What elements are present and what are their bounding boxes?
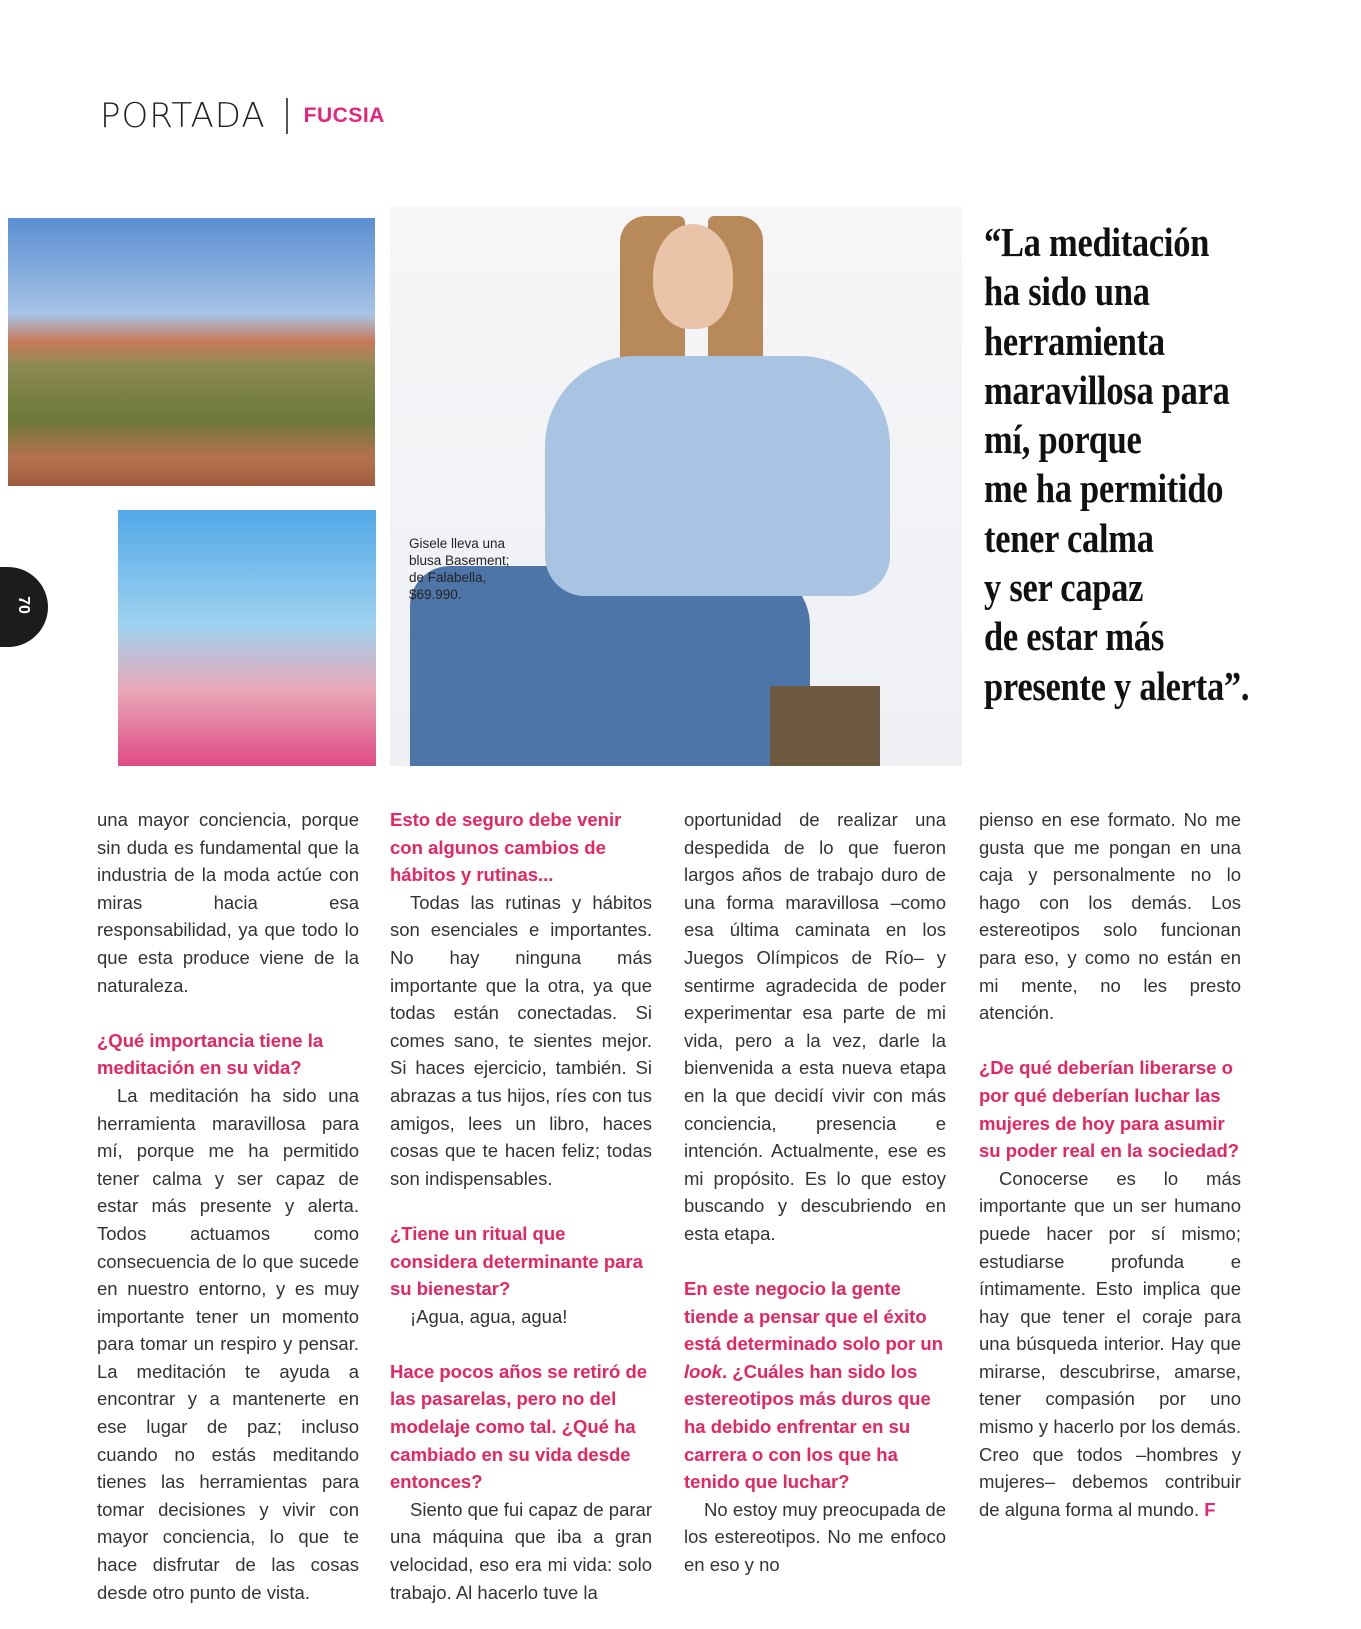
brand-label: FUCSIA bbox=[303, 104, 385, 127]
header-divider bbox=[286, 98, 288, 134]
answer: Conocerse es lo más importante que un ser humano puede hacer por sí mismo; estudiarse profunda e íntimamente. Esto implica que hay que tener el coraje para una búsqueda interior. Hay que mirarse, descubrirse, amarse, tener compasión por uno mismo y hacerlo por los demás. Creo que todos –hombres y mujeres– debemos contribuir de alguna forma al mundo. F bbox=[979, 1167, 1241, 1520]
question: ¿De qué deberían liberarse o por qué deberían luchar las mujeres de hoy para asumir su poder real en la sociedad? bbox=[979, 1057, 1240, 1162]
column-2 bbox=[390, 806, 652, 1606]
column-4 bbox=[979, 806, 1241, 1523]
question: ¿Tiene un ritual que considera determinante para su bienestar? bbox=[390, 1222, 643, 1300]
paragraph: una mayor conciencia, porque sin duda es fundamental que la industria de la moda actúe con miras hacia esa responsabilidad, ya que todo lo que esta produce viene de la naturaleza. bbox=[97, 809, 359, 996]
question: ¿Qué importancia tiene la meditación en su vida? bbox=[97, 1029, 324, 1079]
question: Esto de seguro debe venir con algunos cambios de hábitos y rutinas... bbox=[390, 809, 622, 886]
section-label: PORTADA bbox=[100, 96, 266, 136]
answer: Todas las rutinas y hábitos son esenciales e importantes. No hay ninguna más importante que la otra, ya que todas están conectadas. Si comes sano, te sientes mejor. Si haces ejercicio, también. Si abrazas a tus hijos, ríes con tus amigos, lees un libro, haces cosas que te hacen feliz; todas son indispensables. bbox=[390, 891, 652, 1189]
question: En este negocio la gente tiende a pensar que el éxito está determinado solo por un look. ¿Cuáles han sido los estereotipos más duros que ha debido enfrentar en su carrera o con los que ha tenido que luchar? bbox=[684, 1278, 944, 1493]
main-photo bbox=[390, 206, 962, 766]
column-1 bbox=[97, 806, 359, 1606]
answer: Siento que fui capaz de parar una máquina que iba a gran velocidad, eso era mi vida: solo trabajo. Al hacerlo tuve la bbox=[390, 1498, 652, 1603]
question: Hace pocos años se retiró de las pasarelas, pero no del modelaje como tal. ¿Qué ha cambiado en su vida desde entonces? bbox=[390, 1360, 648, 1493]
paragraph: pienso en ese formato. No me gusta que me pongan en una caja y personalmente no lo hago con los demás. Los estereotipos solo funcionan para eso, y como no están en mi mente, no les presto atención. bbox=[979, 809, 1241, 1024]
yoga-photo bbox=[8, 218, 375, 486]
paragraph: oportunidad de realizar una despedida de lo que fueron largos años de trabajo duro de una forma maravillosa –como esa última caminata en los Juegos Olímpicos de Río– y sentirme agradecida de poder experimentar esa parte de mi vida, pero a la vez, darle la bienvenida a esta nueva etapa en la que decidí vivir con más conciencia, presencia e intención. Actualmente, ese es mi propósito. Es lo que estoy buscando y descubriendo en esta etapa. bbox=[684, 809, 946, 1244]
page-header bbox=[100, 96, 385, 136]
column-3 bbox=[684, 806, 946, 1579]
photo-caption: Gisele lleva una blusa Basement; de Falabella, $69.990. bbox=[409, 536, 510, 602]
portrait-photo bbox=[118, 510, 376, 766]
end-mark: F bbox=[1204, 1498, 1216, 1520]
page-number: 70 bbox=[15, 596, 32, 614]
pull-quote: “La meditación ha sido una herramienta maravillosa para mí, porque me ha permitido tener calma y ser capaz de estar más presente y alerta”. bbox=[984, 219, 1250, 709]
answer: La meditación ha sido una herramienta maravillosa para mí, porque me ha permitido tener calma y ser capaz de estar más presente y alerta. Todos actuamos como consecuencia de lo que sucede en nuestro entorno, y es muy importante tener un momento para tomar un respiro y pensar. La meditación te ayuda a encontrar y a mantenerte en ese lugar de paz; incluso cuando no estás meditando tienes las herramientas para tomar decisiones y vivir con mayor conciencia, lo que te hace disfrutar de las cosas desde otro punto de vista. bbox=[97, 1084, 359, 1603]
answer: No estoy muy preocupada de los estereotipos. No me enfoco en eso y no bbox=[684, 1498, 946, 1576]
answer: ¡Agua, agua, agua! bbox=[410, 1305, 568, 1327]
